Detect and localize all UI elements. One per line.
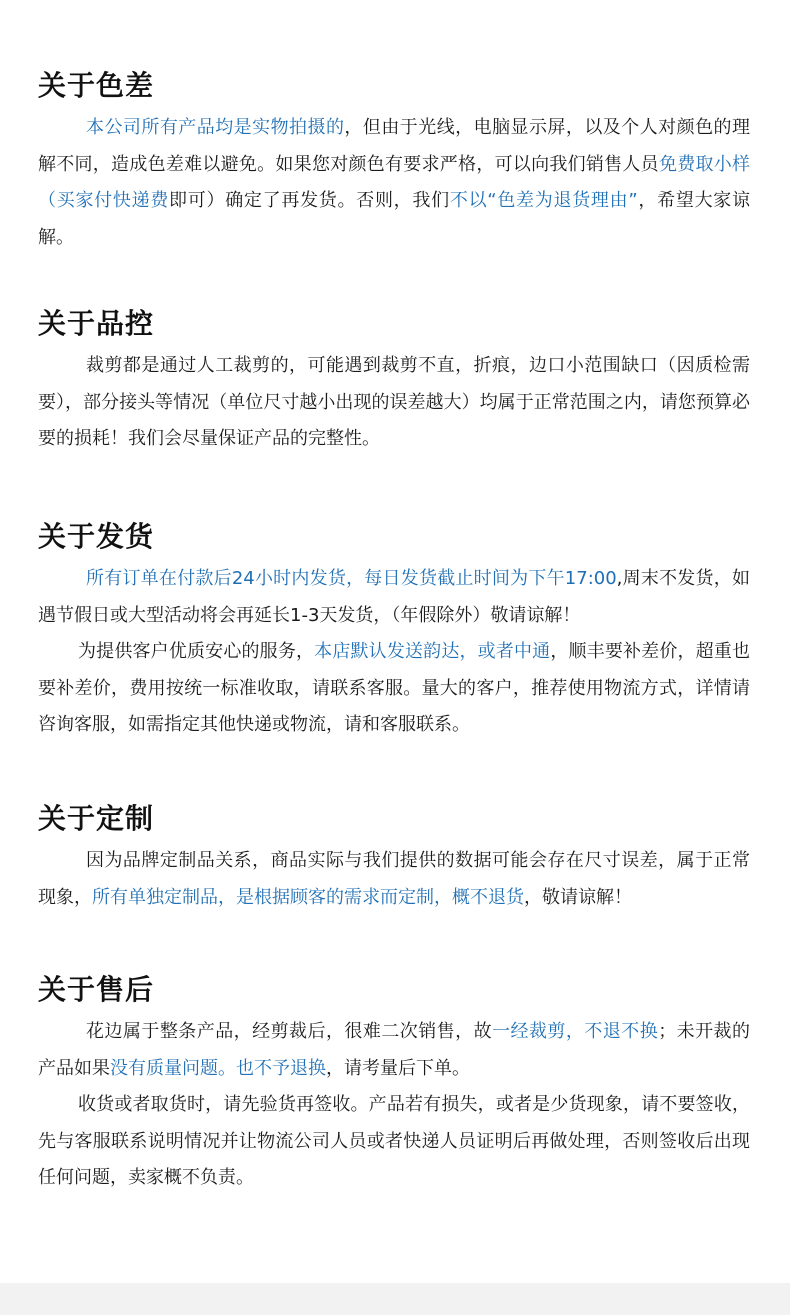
- section-title-shipping: 关于发货: [38, 520, 155, 553]
- section-shipping: [38, 519, 750, 744]
- text-segment: 即可）确定了再发货。否则，我们: [169, 190, 450, 211]
- section-title-customization: 关于定制: [38, 802, 155, 835]
- section-color-difference: [38, 68, 750, 256]
- text-segment: ，希望大家谅解。: [38, 190, 751, 248]
- highlight-real-photo: 本公司所有产品均是实物拍摄的: [86, 117, 345, 138]
- highlight-no-quality-issue: 没有质量问题。也不予退换: [110, 1057, 326, 1079]
- highlight-no-return-custom: 所有单独定制品，是根据顾客的需求而定制，概不退货: [92, 886, 524, 908]
- highlight-default-courier: 本店默认发送韵达，或者中通: [314, 641, 551, 662]
- text-segment: 收货或者取货时，请先验货再签收。产品若有损失，或者是少货现象，请不要签收，先与客服联系说明情况并让物流公司人员或者快递人员证明后再做处理，否则签收后出现任何问题，卖家概不负责。: [38, 1094, 750, 1188]
- shipping-paragraph-2: [38, 634, 750, 744]
- text-segment: ，敬请谅解！: [524, 886, 632, 908]
- after-sales-paragraph-1: [38, 1014, 750, 1087]
- after-sales-paragraph-2: [38, 1087, 750, 1197]
- highlight-no-return-for-color: 不以“色差为退货理由”: [449, 190, 638, 211]
- quality-control-paragraph: [38, 348, 750, 458]
- highlight-free-sample: 免费取小样（买家付快递费: [38, 153, 751, 211]
- highlight-no-return-after-cut: 一经裁剪，不退不换: [492, 1021, 659, 1042]
- text-segment: ；未开裁的产品如果: [38, 1021, 751, 1079]
- text-segment: ，顺丰要补差价，超重也要补差价，费用按统一标准收取，请联系客服。量大的客户，推荐使用物流方式，详情请咨询客服，如需指定其他快递或物流，请和客服联系。: [38, 641, 751, 735]
- footer-band: [0, 1283, 790, 1315]
- text-segment: 为提供客户优质安心的服务，: [78, 641, 315, 662]
- text-segment: 裁剪都是通过人工裁剪的，可能遇到裁剪不直，折痕，边口小范围缺口（因质检需要），部分接头等情况（单位尺寸越小出现的误差越大）均属于正常范围之内，请您预算必要的损耗！我们会尽量保证产品的完整性。: [38, 355, 750, 449]
- section-after-sales: [38, 972, 750, 1197]
- section-title-quality-control: 关于品控: [38, 307, 155, 340]
- section-customization: [38, 801, 750, 916]
- shipping-paragraph-1: [38, 561, 750, 634]
- section-title-color-difference: 关于色差: [38, 69, 155, 102]
- highlight-shipping-time: 所有订单在付款后24小时内发货，每日发货截止时间为下午17:00: [86, 568, 617, 589]
- section-quality-control: [38, 306, 750, 458]
- text-segment: ，但由于光线，电脑显示屏，以及个人对颜色的理解不同，造成色差难以避免。如果您对颜色有要求严格，可以向我们销售人员: [38, 117, 751, 175]
- customization-paragraph: [38, 843, 750, 916]
- text-segment: ,周末不发货，如遇节假日或大型活动将会再延长1-3天发货，（年假除外）敬请谅解！: [38, 568, 750, 626]
- text-segment: 花边属于整条产品，经剪裁后，很难二次销售，故: [86, 1021, 493, 1042]
- text-segment: 因为品牌定制品关系，商品实际与我们提供的数据可能会存在尺寸误差，属于正常现象，: [38, 850, 750, 908]
- color-difference-paragraph: [38, 110, 750, 256]
- text-segment: ，请考量后下单。: [326, 1057, 470, 1079]
- section-title-after-sales: 关于售后: [38, 973, 155, 1006]
